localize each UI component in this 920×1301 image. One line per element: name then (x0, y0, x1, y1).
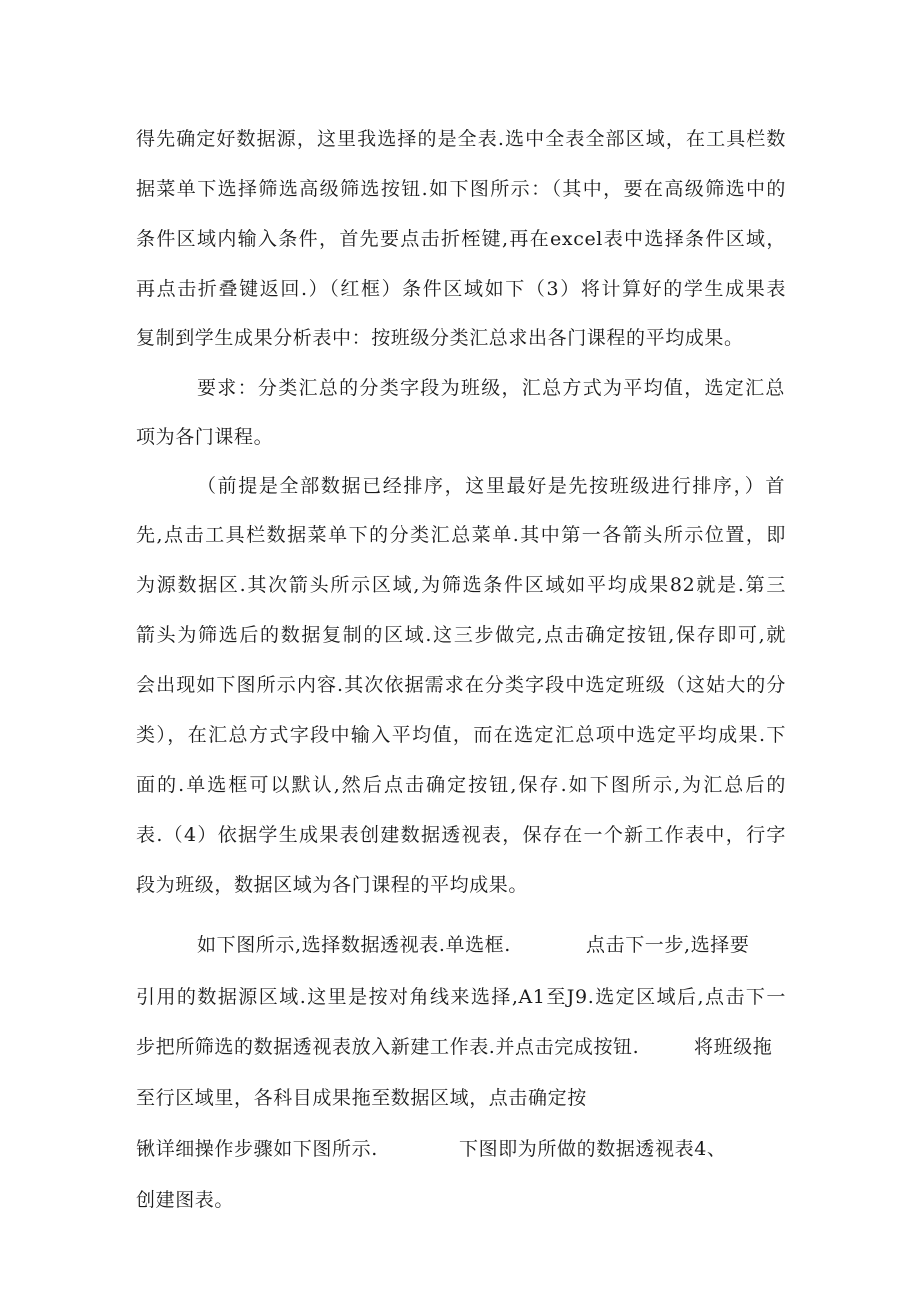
paragraph-line: 为源数据区.其次箭头所示区域,为筛选条件区域如平均成果82就是.第三 (136, 574, 786, 596)
paragraph-line: （前提是全部数据已经排序，这里最好是先按班级进行排序，）首 (197, 475, 785, 497)
paragraph-line: 将班级拖 (694, 1036, 773, 1058)
paragraph-line: 创建图表。 (136, 1189, 235, 1211)
paragraph-line: 项为各门课程。 (136, 426, 274, 448)
paragraph-line: 类），在汇总方式字段中输入平均值，而在选定汇总项中选定平均成果.下 (136, 724, 786, 746)
paragraph-line: 复制到学生成果分析表中：按班级分类汇总求出各门课程的平均成果。 (136, 327, 744, 349)
paragraph-line: 会出现如下图所示内容.其次依据需求在分类字段中选定班级（这姑大的分 (136, 674, 786, 696)
paragraph-line: 锹详细操作步骤如下图所示. (136, 1138, 378, 1160)
paragraph-line: 引用的数据源区域.这里是按对角线来选择,A1至J9.选定区域后,点击下一 (136, 986, 786, 1008)
paragraph-line: 面的.单选框可以默认,然后点击确定按钮,保存.如下图所示,为汇总后的 (136, 774, 786, 796)
paragraph-line: 表.（4）依据学生成果表创建数据透视表，保存在一个新工作表中，行字 (136, 824, 786, 846)
paragraph-line: 如下图所示,选择数据透视表.单选框. (197, 934, 511, 956)
paragraph-line: 据菜单下选择筛选高级筛选按钮.如下图所示：（其中，要在高级筛选中的 (136, 178, 786, 200)
paragraph-line: 步把所筛选的数据透视表放入新建工作表.并点击完成按钮. (136, 1036, 640, 1058)
paragraph-line: 点击下一步,选择要 (586, 934, 750, 956)
paragraph-line: 箭头为筛选后的数据复制的区域.这三步做完,点击确定按钮,保存即可,就 (136, 624, 786, 646)
paragraph-line: 先,点击工具栏数据菜单下的分类汇总菜单.其中第一各箭头所示位置，即 (136, 524, 786, 546)
paragraph-line: 要求：分类汇总的分类字段为班级，汇总方式为平均值，选定汇总 (197, 377, 785, 399)
paragraph-line: 再点击折叠键返回.）（红框）条件区域如下（3）将计算好的学生成果表 (136, 278, 786, 300)
paragraph-line: 得先确定好数据源，这里我选择的是全表.选中全表全部区域，在工具栏数 (136, 128, 786, 150)
paragraph-line: 条件区域内输入条件，首先要点击折桎键,再在excel表中选择条件区域， (136, 228, 786, 250)
paragraph-line: 段为班级，数据区域为各门课程的平均成果。 (136, 874, 529, 896)
paragraph-line: 至行区域里，各科目成果拖至数据区域，点击确定按 (136, 1087, 587, 1109)
paragraph-line: 下图即为所做的数据透视表4、 (459, 1138, 727, 1160)
